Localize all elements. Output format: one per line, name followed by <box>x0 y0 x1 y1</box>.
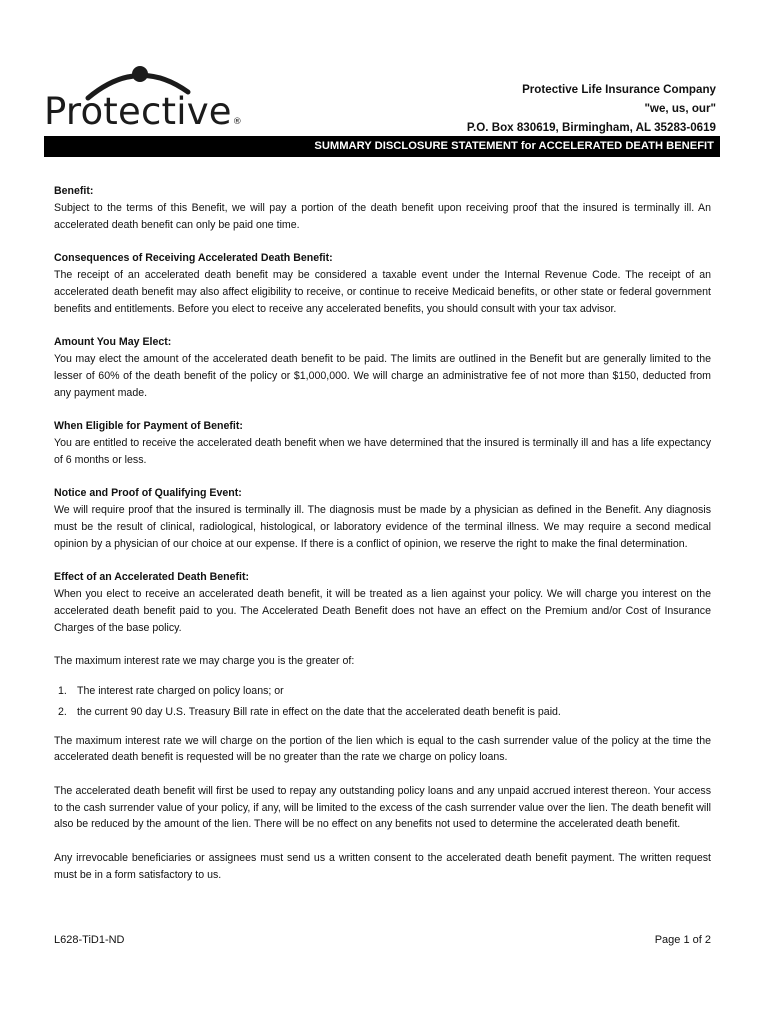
company-alias: "we, us, our" <box>644 102 716 115</box>
section-effect <box>54 569 711 636</box>
section-amount-you-may-elect <box>54 334 711 401</box>
logo-wordmark <box>44 90 242 133</box>
section-heading: Effect of an Accelerated Death Benefit: <box>54 571 250 584</box>
document-body <box>54 183 711 900</box>
form-number: L628-TiD1-ND <box>54 934 125 946</box>
document-title-banner: SUMMARY DISCLOSURE STATEMENT for ACCELERATED DEATH BENEFIT <box>44 136 720 157</box>
interest-intro: The maximum interest rate we may charge you is the greater of: <box>54 655 355 668</box>
list-item <box>54 704 711 721</box>
section-body: You are entitled to receive the accelerated death benefit when we have determined that the insured is terminally ill and has a life expectancy of 6 months or less. <box>54 436 711 466</box>
section-heading: Amount You May Elect: <box>54 336 172 349</box>
company-name: Protective Life Insurance Company <box>522 83 716 96</box>
registered-mark: ® <box>232 117 242 127</box>
paragraph-consent: Any irrevocable beneficiaries or assignees must send us a written consent to the accelerated death benefit payment. The written request must be in a form satisfactory to us. <box>54 852 711 881</box>
list-number: 2. <box>58 705 67 718</box>
company-address: P.O. Box 830619, Birmingham, AL 35283-0619 <box>466 121 716 134</box>
section-body: When you elect to receive an accelerated death benefit, it will be treated as a lien against your policy. We will charge you interest on the accelerated death benefit paid to you. The Accelerated Death Benefit does not have an effect on the Premium and/or Cost of Insurance Charges of the base policy. <box>54 588 711 634</box>
section-body: We will require proof that the insured is terminally ill. The diagnosis must be made by a physician as defined in the Benefit. Any diagnosis must be the result of clinical, radiological, histological, or laboratory evidence of the terminal illness. We may require a second medical opinion by a physician of our choice at our expense. If there is a conflict of opinion, we reserve the right to make the final determination. <box>54 504 711 550</box>
section-body: Subject to the terms of this Benefit, we will pay a portion of the death benefit upon receiving proof that the insured is terminally ill. An accelerated death benefit can only be paid one time. <box>54 201 711 231</box>
page-number: Page 1 of 2 <box>654 934 711 946</box>
section-heading: Benefit: <box>54 185 94 197</box>
company-block <box>467 80 716 137</box>
section-benefit <box>54 183 711 233</box>
protective-logo <box>44 62 254 142</box>
section-heading: Consequences of Receiving Accelerated Death Benefit: <box>54 252 333 265</box>
section-notice-and-proof <box>54 485 711 552</box>
list-number: 1. <box>58 684 67 697</box>
logo-text: Protective <box>44 90 232 133</box>
list-text: the current 90 day U.S. Treasury Bill rate in effect on the date that the accelerated death benefit is paid. <box>77 705 561 718</box>
paragraph-lien-interest: The maximum interest rate we will charge on the portion of the lien which is equal to the cash surrender value of the policy at the time the accelerated death benefit is requested will be no greater than the rate we charge on policy loans. <box>54 734 711 764</box>
interest-rate-list <box>54 683 711 721</box>
section-heading: When Eligible for Payment of Benefit: <box>54 420 243 433</box>
list-text: The interest rate charged on policy loans; or <box>77 684 284 697</box>
section-consequences <box>54 250 711 317</box>
section-eligibility <box>54 418 711 468</box>
section-body: You may elect the amount of the accelerated death benefit to be paid. The limits are outlined in the Benefit but are generally limited to the lesser of 60% of the death benefit of the policy or $1,000,000. We will charge an administrative fee of not more than $150, deducted from any payment made. <box>54 352 711 399</box>
section-body: The receipt of an accelerated death benefit may be considered a taxable event under the Internal Revenue Code. The receipt of an accelerated death benefit may also affect eligibility to receive, or continue to receive Medicaid benefits, or other state or federal government benefits and entitlements. Before you elect to receive any accelerated benefits, you should consult with your tax advisor. <box>54 268 711 315</box>
section-heading: Notice and Proof of Qualifying Event: <box>54 487 242 500</box>
list-item <box>54 683 711 700</box>
paragraph-repay-loans: The accelerated death benefit will first be used to repay any outstanding policy loans and any unpaid accrued interest thereon. Your access to the cash surrender value of your policy, if any, will be limited to the excess of the cash surrender value over the lien. The death benefit will also be reduced by the amount of the lien. There will be no effect on any benefits not used to determine the accelerated death benefit. <box>54 784 711 831</box>
